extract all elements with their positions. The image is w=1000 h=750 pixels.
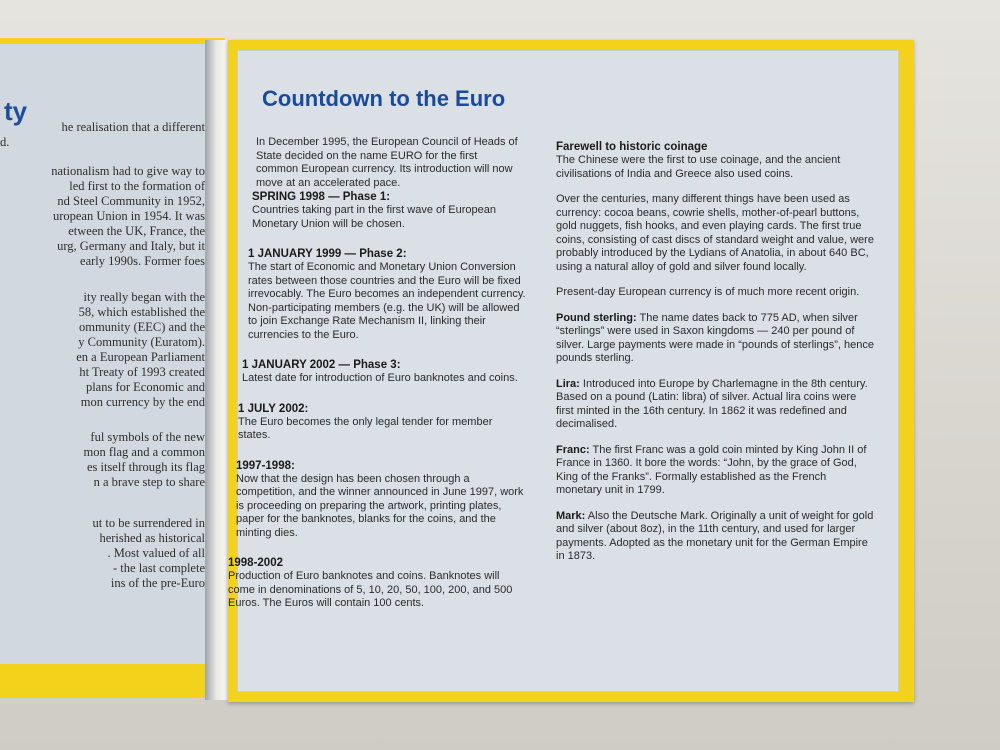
left-line: 58, which established the (78, 305, 205, 319)
currency-name: Mark: (556, 509, 586, 522)
phase-item (236, 190, 526, 231)
phase-heading: 1998-2002 (228, 557, 283, 569)
left-line: nationalism had to give way to (51, 164, 205, 178)
left-text-block-1 (0, 120, 205, 150)
left-line: - the last complete (113, 561, 205, 575)
left-line: es itself through its flag (86, 460, 205, 474)
currency-name: Franc: (556, 443, 590, 456)
phase-text: Countries taking part in the first wave of European Monetary Union will be chosen. (252, 204, 496, 230)
left-line: en a European Parliament (76, 350, 205, 364)
left-line: herished as historical (99, 531, 205, 545)
left-line: led first to the formation of (69, 179, 205, 193)
phase-item (236, 459, 526, 541)
phase-heading: SPRING 1998 — Phase 1: (252, 191, 391, 203)
left-line: n a brave step to share (93, 475, 205, 489)
phase-text: The Euro becomes the only legal tender for member states. (238, 415, 493, 441)
coinage-column (556, 140, 874, 576)
left-line: urg, Germany and Italy, but it (57, 239, 205, 253)
left-line: etween the UK, France, the (68, 224, 205, 238)
currency-name: Pound sterling: (556, 311, 637, 324)
left-text-block-2 (0, 164, 205, 269)
currency-name: Lira: (556, 377, 580, 390)
left-line: d. (0, 135, 10, 149)
left-line: ommunity (EEC) and the (78, 320, 205, 334)
left-line: y Community (Euratom). (78, 335, 205, 349)
left-page-panel (0, 44, 212, 664)
left-line: early 1990s. Former foes (80, 254, 205, 268)
left-text-block-4 (0, 430, 205, 490)
coinage-paragraph: The Chinese were the first to use coinage, and the ancient civilisations of India and Greece also used coins. (556, 154, 841, 180)
phase-heading: 1 JANUARY 2002 — Phase 3: (242, 359, 401, 371)
left-line: ful symbols of the new (90, 430, 205, 444)
currency-text: Also the Deutsche Mark. Originally a unit of weight for gold and silver (about 8oz), in the 11th century, and used for larger payments. Adopted as the monetary unit for the German Empire in 1873. (556, 509, 874, 562)
coinage-paragraph: Over the centuries, many different things have been used as currency: cocoa beans, cowrie shells, mother-of-pearl buttons, gold nuggets, fish hooks, and even playing cards. The first true coins, consisting of cast discs of standard weight and value, were probably introduced by the Lydians of Anatolia, in about 640 BC, using a natural alloy of gold and silver found locally. (556, 193, 874, 273)
phase-heading: 1 JANUARY 1999 — Phase 2: (248, 248, 407, 260)
left-text-block-3 (0, 290, 205, 410)
left-line: plans for Economic and (85, 380, 205, 394)
left-line: uropean Union in 1954. It was (52, 209, 205, 223)
currency-text: Introduced into Europe by Charlemagne in the 8th century. Based on a pound (Latin: libra) of silver. Actual lira coins were first minted in the 16th century. In 1862 it was redefined and decimalised. (556, 377, 868, 430)
left-line: nd Steel Community in 1952, (57, 194, 205, 208)
left-page-title: ty (4, 96, 28, 126)
left-line: ut to be surrendered in (92, 516, 205, 530)
phase-text: Now that the design has been chosen through a competition, and the winner announced in June 1997, work is proceeding on preparing the artwork, printing plates, paper for the banknotes, blanks for the coins, and the minting dies. (236, 472, 524, 539)
left-text-block-5 (0, 516, 205, 591)
left-line: ht Treaty of 1993 created (79, 365, 205, 379)
phase-item (228, 556, 526, 611)
left-line: mon currency by the end (80, 395, 205, 409)
phase-item (236, 358, 526, 386)
phase-item (236, 402, 526, 443)
coinage-paragraph: Present-day European currency is of much more recent origin. (556, 286, 860, 298)
currency-entry (556, 510, 874, 564)
currency-text: The name dates back to 775 AD, when silver “sterlings” were used in Saxon kingdoms — 240 per pound of silver. Large payments were made in “pounds of sterlings”, hence pounds sterling. (556, 311, 874, 364)
left-line: mon flag and a common (83, 445, 205, 459)
intro-paragraph: In December 1995, the European Council of Heads of State decided on the name EURO for the first common European currency. Its introduction will now move at an accelerated pace. (256, 136, 518, 189)
phase-text: Production of Euro banknotes and coins. Banknotes will come in denominations of 5, 10, 20, 50, 100, 200, and 500 Euros. The Euros will contain 100 cents. (228, 570, 513, 609)
timeline-column (228, 136, 526, 627)
currency-entry (556, 378, 874, 432)
currency-entry (556, 444, 874, 498)
phase-heading: 1 JULY 2002: (238, 402, 309, 415)
left-line: ins of the pre-Euro (110, 576, 205, 590)
left-line: he realisation that a different (61, 120, 205, 134)
phase-heading: 1997-1998: (236, 459, 295, 472)
currency-entry (556, 312, 874, 366)
left-line: ity really began with the (83, 290, 205, 304)
phase-text: The start of Economic and Monetary Union Conversion rates between those countries and the Euro will be fixed irrevocably. The Euro becomes an independent currency. Non-participating members (e.g. the UK) will be allowed to join Exchange Rate Mechanism II, linking their currencies to the Euro. (248, 261, 526, 341)
phase-text: Latest date for introduction of Euro banknotes and coins. (242, 372, 518, 384)
coinage-heading: Farewell to historic coinage (556, 141, 708, 153)
left-line: . Most valued of all (107, 546, 205, 560)
currency-text: The first Franc was a gold coin minted by King John II of France in 1360. It bore the words: “John, by the grace of God, King of the Franks”. Formally established as the French monetary unit in 1799. (556, 443, 867, 496)
page-title: Countdown to the Euro (262, 86, 506, 111)
phase-item (236, 247, 526, 342)
